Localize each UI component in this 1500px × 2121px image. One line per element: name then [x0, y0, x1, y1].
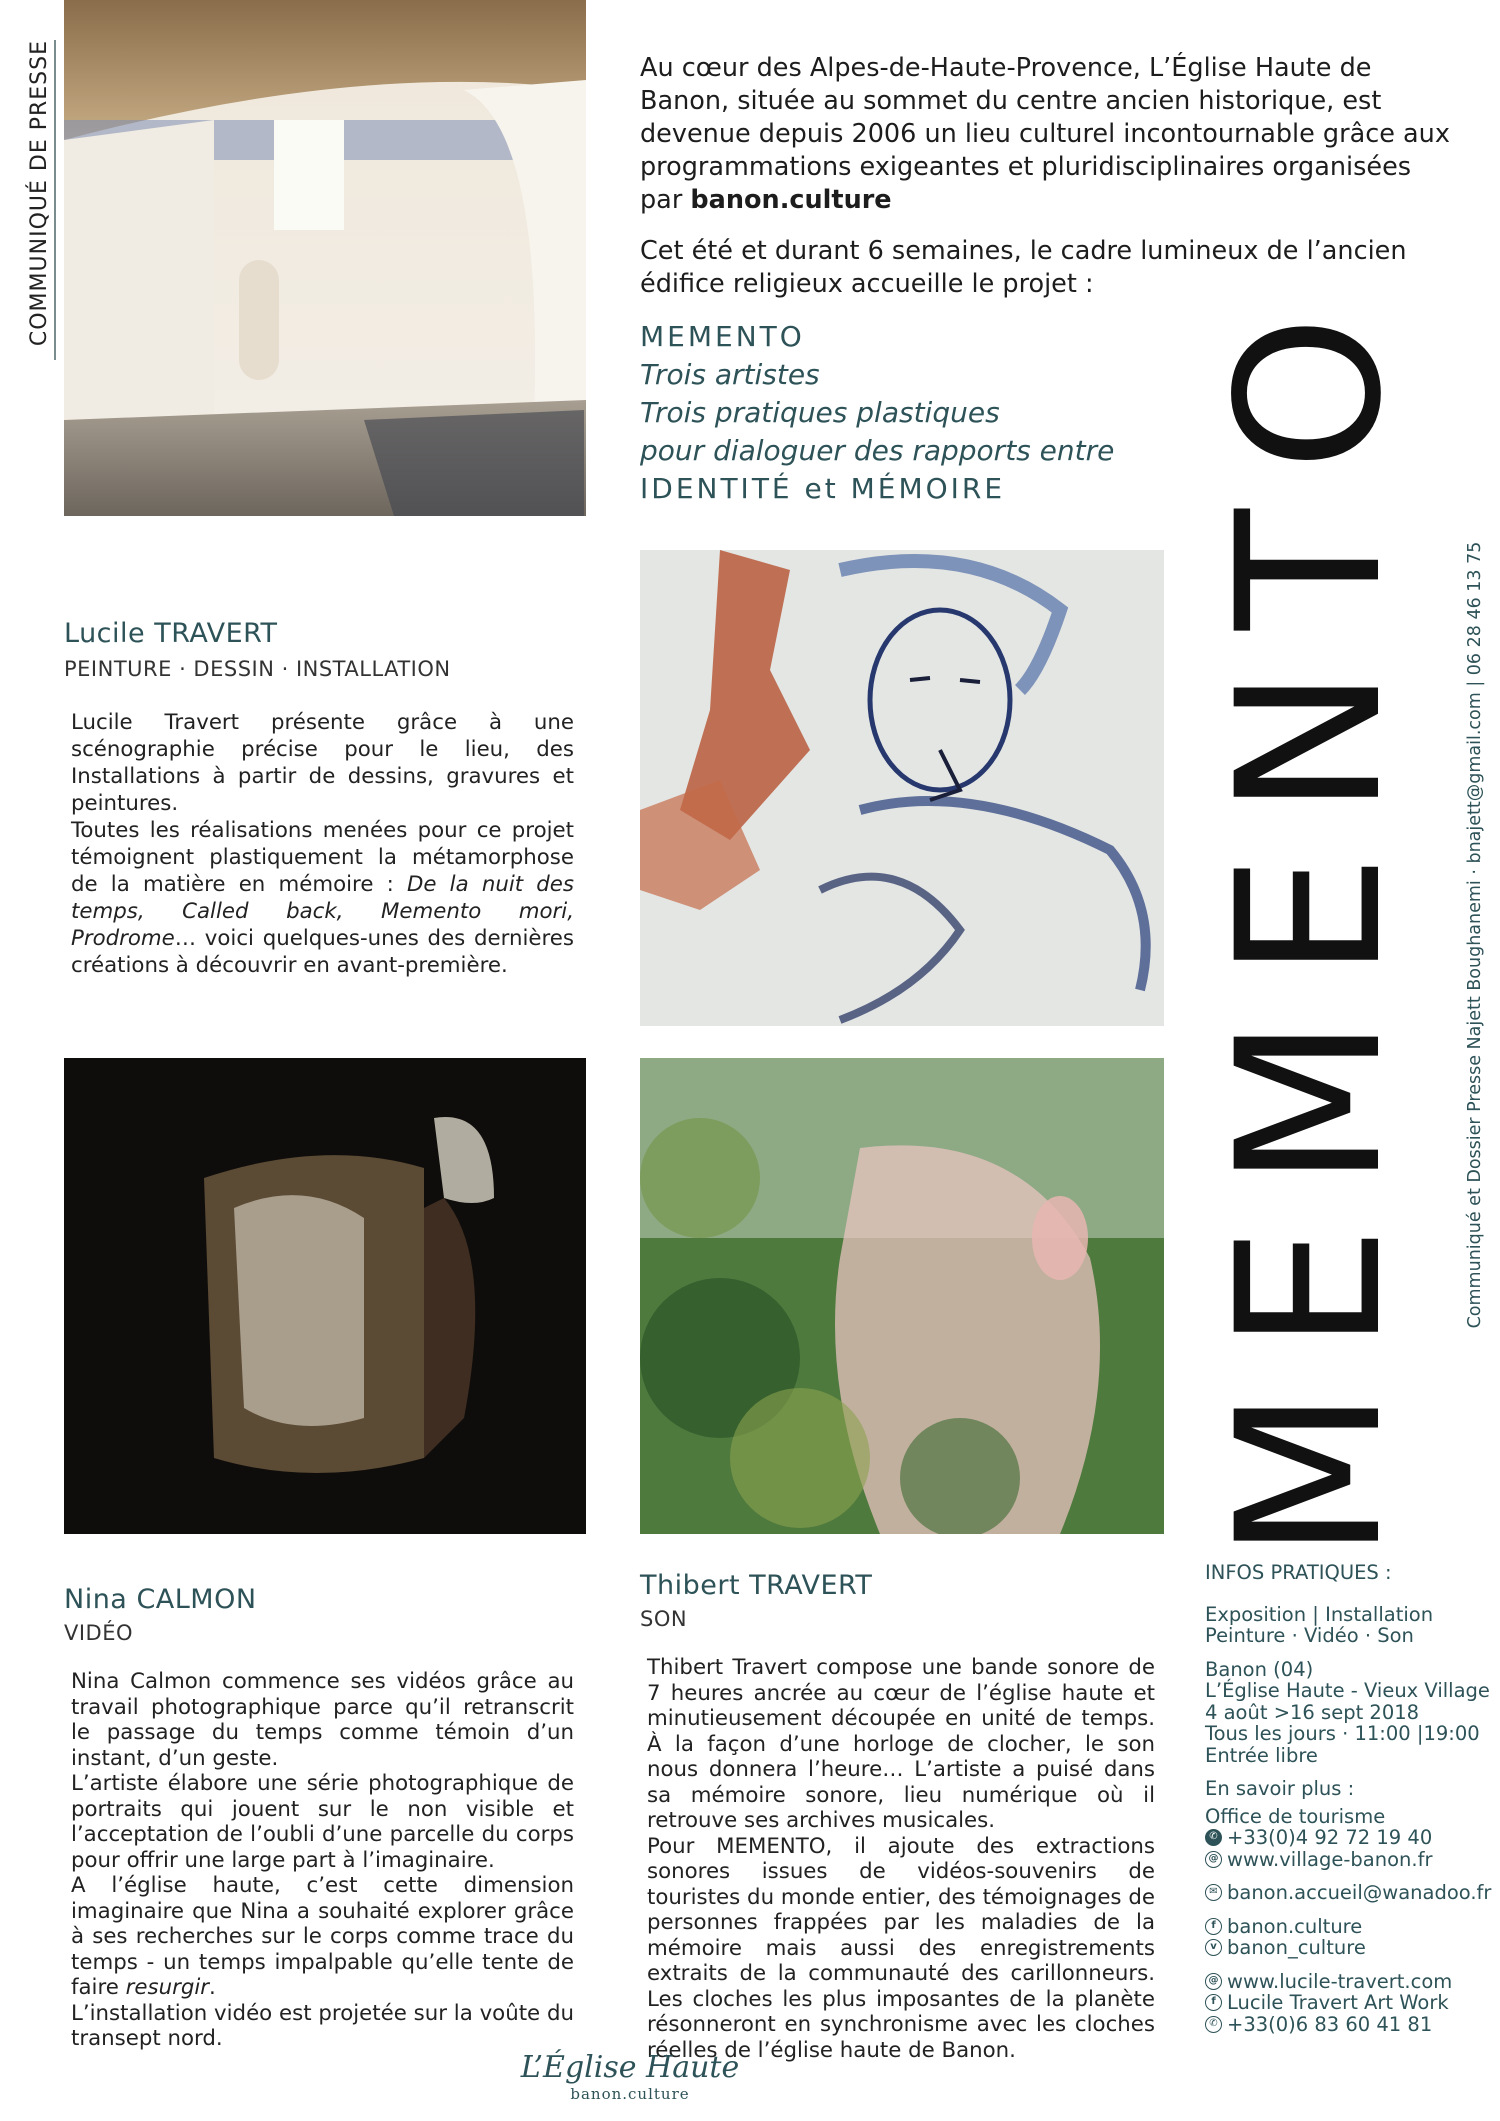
big-title-text: MEMENTO	[1194, 277, 1425, 1560]
eglise-haute-logo	[520, 2050, 740, 2103]
thibert-photo	[640, 1058, 1164, 1534]
thibert-p1-rest: compose une bande sonore de 7 heures ancrée au cœur de l’église haute et minutieusement découpée en unité de temps. À la façon d’une horloge de clocher, le son nous donnera l’heure… L’artiste a puisé dans sa mémoire sonore, lieu numérique où il retrouve ses archives musicales.	[647, 1655, 1156, 1833]
infos-vimeo: banon_culture	[1227, 1936, 1366, 1959]
infos-expo	[1205, 1604, 1495, 1647]
infos-vimeo-row[interactable]	[1205, 1937, 1495, 1959]
memento-line-4: pour dialoguer des rapports entre	[640, 434, 1115, 467]
side-divider	[54, 40, 56, 360]
intro-p1-bold: banon.culture	[690, 185, 892, 215]
phone-icon: ✆	[1205, 1829, 1222, 1846]
infos-office-web: www.village-banon.fr	[1227, 1847, 1433, 1871]
lucile-section	[64, 618, 574, 979]
infos-dates: 4 août >16 sept 2018	[1205, 1700, 1420, 1724]
logo-line-2: banon.culture	[570, 2085, 690, 2103]
press-contact-text: Communiqué et Dossier Presse Najett Boughanemi · bnajett@gmail.com | 06 28 46 13 75	[1465, 541, 1485, 1329]
intro-paragraph-2: Cet été et durant 6 semaines, le cadre lumineux de l’ancien édifice religieux accueille le projet :	[640, 236, 1407, 299]
infos-facebook: banon.culture	[1227, 1914, 1363, 1938]
lucile-name: Lucile TRAVERT	[64, 618, 278, 649]
infos-facebook-row[interactable]	[1205, 1916, 1495, 1938]
nina-resurgir: resurgir	[125, 1975, 210, 2000]
lucile-artwork	[640, 550, 1164, 1026]
vimeo-icon: v	[1205, 1939, 1222, 1956]
mail-icon: ✉	[1205, 1884, 1222, 1901]
infos-pratiques	[1205, 1562, 1495, 2047]
infos-office-phone-row[interactable]	[1205, 1827, 1495, 1849]
intro-paragraph-1	[640, 52, 1460, 217]
lucile-paragraph-1	[71, 709, 574, 817]
infos-hours: Tous les jours · 11:00 |19:00	[1205, 1722, 1480, 1745]
infos-lucile-contact	[1205, 1971, 1495, 2036]
infos-mail-block	[1205, 1882, 1495, 1904]
lucile-p1-rest: présente grâce à une scénographie précise pour le lieu, des Installations à partir de dessins, gravures et peintures.	[71, 710, 575, 816]
memento-line-2: Trois artistes	[640, 358, 820, 391]
infos-email: banon.accueil@wanadoo.fr	[1227, 1881, 1492, 1904]
infos-more-title: En savoir plus :	[1205, 1777, 1355, 1800]
phone-icon: ✆	[1205, 2016, 1222, 2033]
infos-place-1: Banon (04)	[1205, 1657, 1314, 1681]
infos-place	[1205, 1659, 1495, 1767]
lucile-paragraph-2	[71, 817, 574, 979]
nina-paragraph-4: L’installation vidéo est projetée sur la voûte du transept nord.	[71, 2000, 574, 2051]
thibert-description	[640, 1655, 1155, 2063]
nina-name: Nina CALMON	[64, 1584, 257, 1615]
infos-social	[1205, 1916, 1495, 1959]
infos-office-web-row[interactable]	[1205, 1849, 1495, 1871]
infos-title: INFOS PRATIQUES :	[1205, 1561, 1392, 1584]
infos-office: Office de tourisme	[1205, 1804, 1386, 1828]
nina-p3-end: .	[209, 1975, 216, 2000]
big-title	[1194, 277, 1425, 1560]
thibert-section	[640, 1570, 1155, 2063]
nina-photo	[64, 1058, 586, 1534]
thibert-paragraph-2: Pour MEMENTO, il ajoute des extractions sonores issues de vidéos-souvenirs de touristes du monde entier, des témoignages de personnes frappées par les maladies de la mémoire mais aussi des enregistrements extraits de la communauté des carillonneurs. Les cloches les plus imposantes de la planète résonneront en synchronisme avec les cloches réelles de l’église haute de Banon.	[647, 1833, 1155, 2063]
memento-line-1: MEMENTO	[640, 320, 805, 353]
nina-strong: Nina Calmon	[71, 1669, 212, 1694]
nina-paragraph-1	[71, 1669, 574, 1771]
press-contact	[1458, 520, 1492, 1350]
lucile-disciplines: PEINTURE · DESSIN · INSTALLATION	[64, 657, 451, 681]
nina-disciplines: VIDÉO	[64, 1621, 134, 1645]
infos-lucile-fb-row[interactable]	[1205, 1992, 1495, 2014]
infos-email-row[interactable]	[1205, 1882, 1495, 1904]
logo-line-1: L’Église Haute	[520, 2050, 740, 2085]
infos-expo-2: Peinture · Vidéo · Son	[1205, 1624, 1414, 1647]
facebook-icon: f	[1205, 1994, 1222, 2011]
infos-more	[1205, 1778, 1495, 1870]
lucile-strong: Lucile Travert	[71, 710, 240, 735]
lucile-p2-end: … voici quelques-unes des dernières créations à découvrir en avant-première.	[71, 926, 574, 978]
globe-icon: @	[1205, 1851, 1222, 1868]
side-label-text: COMMUNIQUÉ DE PRESSE	[27, 40, 52, 347]
memento-line-3: Trois pratiques plastiques	[640, 396, 1000, 429]
nina-p1-rest: commence ses vidéos grâce au travail photographique parce qu’il retranscrit le passage du temps comme témoin d’un instant, d’un geste.	[71, 1669, 574, 1771]
infos-lucile-fb: Lucile Travert Art Work	[1227, 1991, 1449, 2014]
memento-heading	[640, 318, 1240, 508]
thibert-strong: Thibert Travert	[647, 1655, 807, 1680]
lucile-works: De la nuit des temps, Called back, Memento mori, Prodrome	[71, 872, 574, 951]
globe-icon: @	[1205, 1973, 1222, 1990]
infos-lucile-web: www.lucile-travert.com	[1227, 1969, 1453, 1993]
nina-description	[64, 1669, 574, 2052]
thibert-paragraph-1	[647, 1655, 1155, 1834]
infos-place-2: L’Église Haute - Vieux Village	[1205, 1679, 1490, 1702]
intro-p1-text: Au cœur des Alpes-de-Haute-Provence, L’Église Haute de Banon, située au sommet du centre ancien historique, est devenue depuis 2006 un lieu culturel incontournable grâce aux programmations exigeantes et pluridisciplinaires organisées par	[640, 53, 1450, 215]
infos-lucile-web-row[interactable]	[1205, 1971, 1495, 1993]
facebook-icon: f	[1205, 1918, 1222, 1935]
infos-office-phone: +33(0)4 92 72 19 40	[1227, 1826, 1433, 1849]
nina-section	[64, 1584, 574, 2052]
lucile-p2: Toutes les réalisations menées pour ce projet témoignent plastiquement la métamorphose de la matière en mémoire :	[71, 818, 574, 897]
infos-expo-1: Exposition | Installation	[1205, 1602, 1434, 1626]
lucile-description	[64, 709, 574, 979]
nina-paragraph-3	[71, 1873, 574, 2001]
nina-paragraph-2: L’artiste élabore une série photographique de portraits qui jouent sur le non visible et l’acceptation de l’oubli d’une parcelle du corps pour offrir une large part à l’imaginaire.	[71, 1771, 574, 1873]
thibert-name: Thibert TRAVERT	[640, 1570, 873, 1601]
memento-line-5: IDENTITÉ et MÉMOIRE	[640, 472, 1006, 505]
church-interior-photo	[64, 0, 586, 516]
infos-lucile-phone: +33(0)6 83 60 41 81	[1227, 2012, 1433, 2036]
thibert-disciplines: SON	[640, 1607, 688, 1631]
nina-p3: A l’église haute, c’est cette dimension imaginaire que Nina a souhaité explorer grâce à ses recherches sur le corps comme trace du temps - un temps impalpable qu’elle tente de faire	[71, 1873, 574, 2000]
infos-entry: Entrée libre	[1205, 1743, 1318, 1767]
infos-lucile-phone-row[interactable]	[1205, 2014, 1495, 2036]
